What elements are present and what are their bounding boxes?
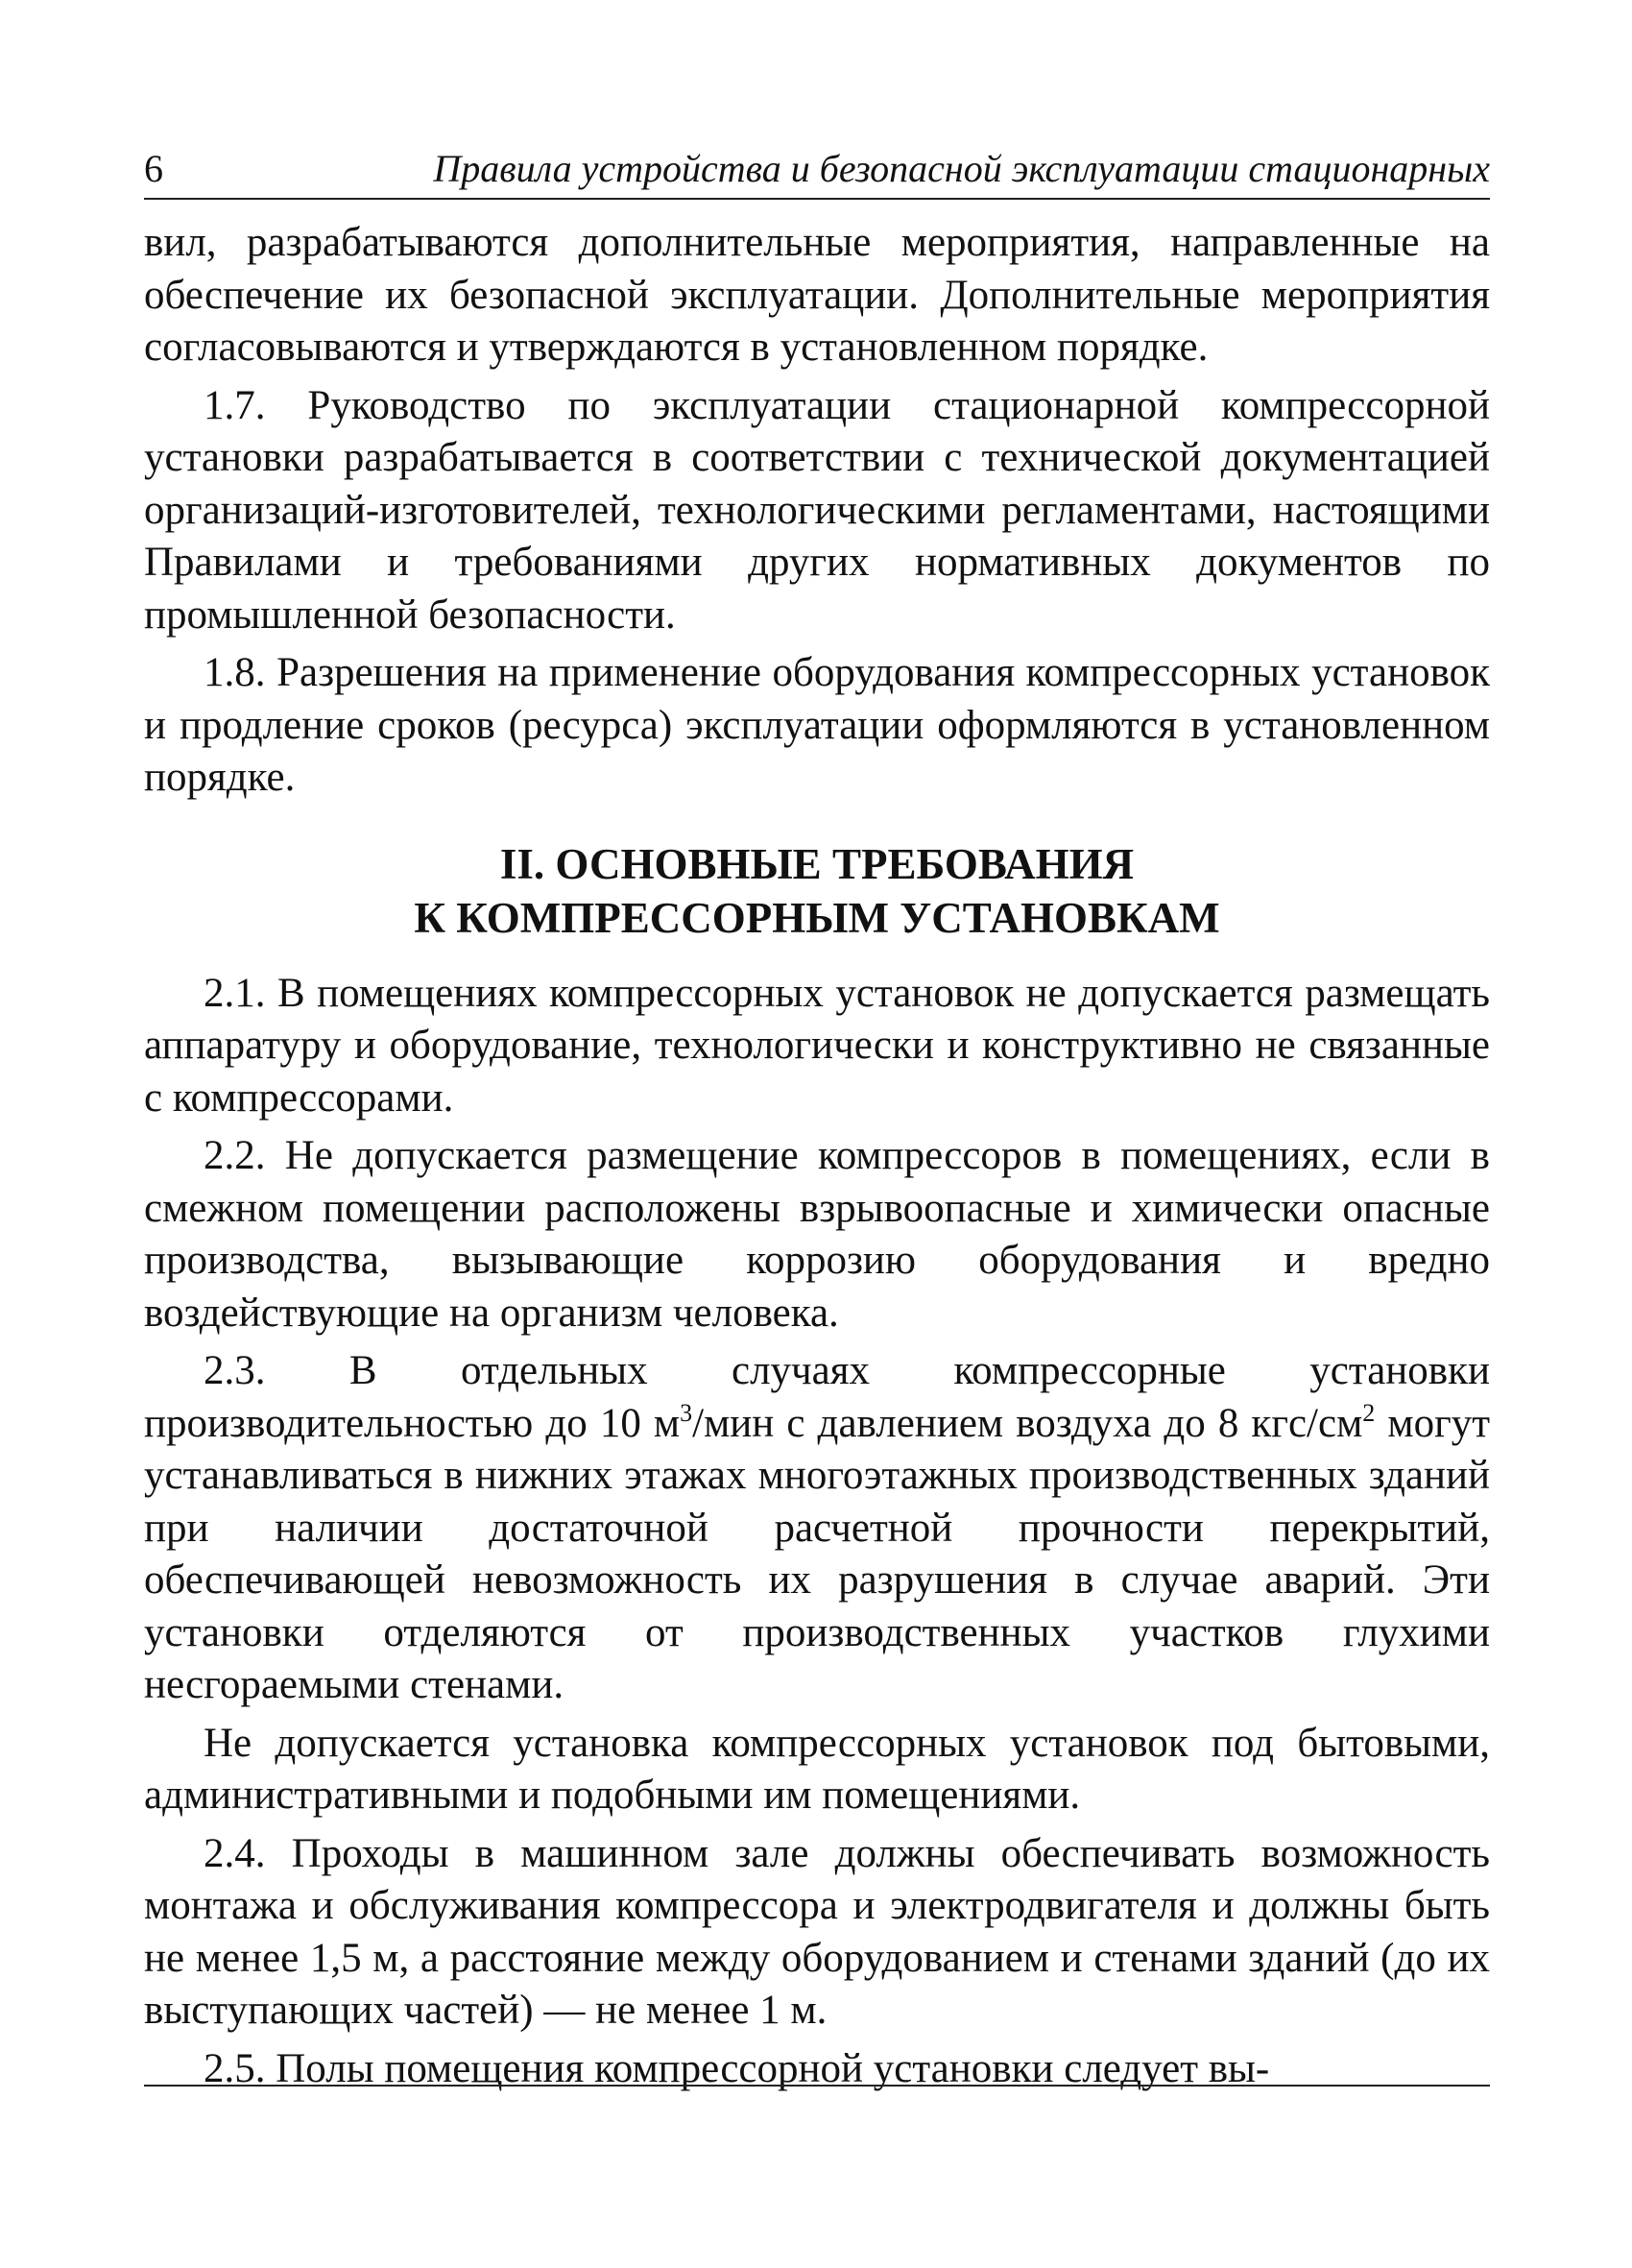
section-heading-line-1: II. ОСНОВНЫЕ ТРЕБОВАНИЯ [499, 839, 1135, 888]
section-heading-line-2: К КОМПРЕССОРНЫМ УСТАНОВКАМ [414, 893, 1220, 942]
section-heading [144, 837, 1490, 945]
paragraph-1-8: 1.8. Разрешения на применение оборудования компрессорных установок и продление сроков (ресурса) эксплуатации оформляются в установленном порядке. [144, 650, 1490, 800]
paragraph-2-3-extra: Не допускается установка компрессорных установок под бытовыми, административными и подобными им помещениями. [144, 1720, 1490, 1818]
footer-divider [144, 2085, 1490, 2087]
paragraph-2-3-part-3: могут устанавливаться в нижних этажах многоэтажных производственных зданий при наличии достаточной расчетной прочности перекрытий, обеспечивающей невозможность их разрушения в случае аварий. Эти установки отделяются от производственных участков глухими несгораемыми стенами. [144, 1400, 1490, 1707]
paragraph-1-7: 1.7. Руководство по эксплуатации стационарной компрессорной установки разрабатывается в соответствии с технической документацией организаций-изготовителей, технологическими регламентами, настоящими Правилами и требованиями других нормативных документов по промышленной безопасности. [144, 382, 1490, 638]
paragraph-2-3-part-1: 2.3. В отдельных случаях компрессорные установки производительностью до 10 м [144, 1348, 1490, 1446]
paragraph-2-4: 2.4. Проходы в машинном зале должны обеспечивать возможность монтажа и обслуживания компрессора и электродвигателя и должны быть не менее 1,5 м, а расстояние между оборудованием и стенами зданий (до их выступающих частей) — не менее 1 м. [144, 1830, 1490, 2033]
page-header [144, 144, 1490, 200]
page-number: 6 [144, 147, 163, 190]
paragraph-2-2: 2.2. Не допускается размещение компрессоров в помещениях, если в смежном помещении расположены взрывоопасные и химически опасные производства, вызывающие коррозию оборудования и вредно воздействующие на организм человека. [144, 1133, 1490, 1336]
paragraph-2-1: 2.1. В помещениях компрессорных установок не допускается размещать аппаратуру и оборудование, технологически и конструктивно не связанные с компрессорами. [144, 970, 1490, 1121]
superscript-cubic: 3 [680, 1398, 693, 1427]
paragraph-continuation: вил, разрабатываются дополнительные мероприятия, направленные на обеспечение их безопасной эксплуатации. Дополнительные мероприятия согласовываются и утверждаются в установленном порядке. [144, 220, 1490, 370]
running-title: Правила устройства и безопасной эксплуатации стационарных [433, 147, 1490, 190]
body-text [144, 217, 1490, 2101]
paragraph-2-3 [144, 1345, 1490, 1712]
superscript-square: 2 [1362, 1398, 1376, 1427]
paragraph-2-5: 2.5. Полы помещения компрессорной установки следует вы- [204, 2045, 1270, 2091]
paragraph-2-3-part-2: /мин с давлением воздуха до 8 кгс/см [692, 1400, 1363, 1446]
